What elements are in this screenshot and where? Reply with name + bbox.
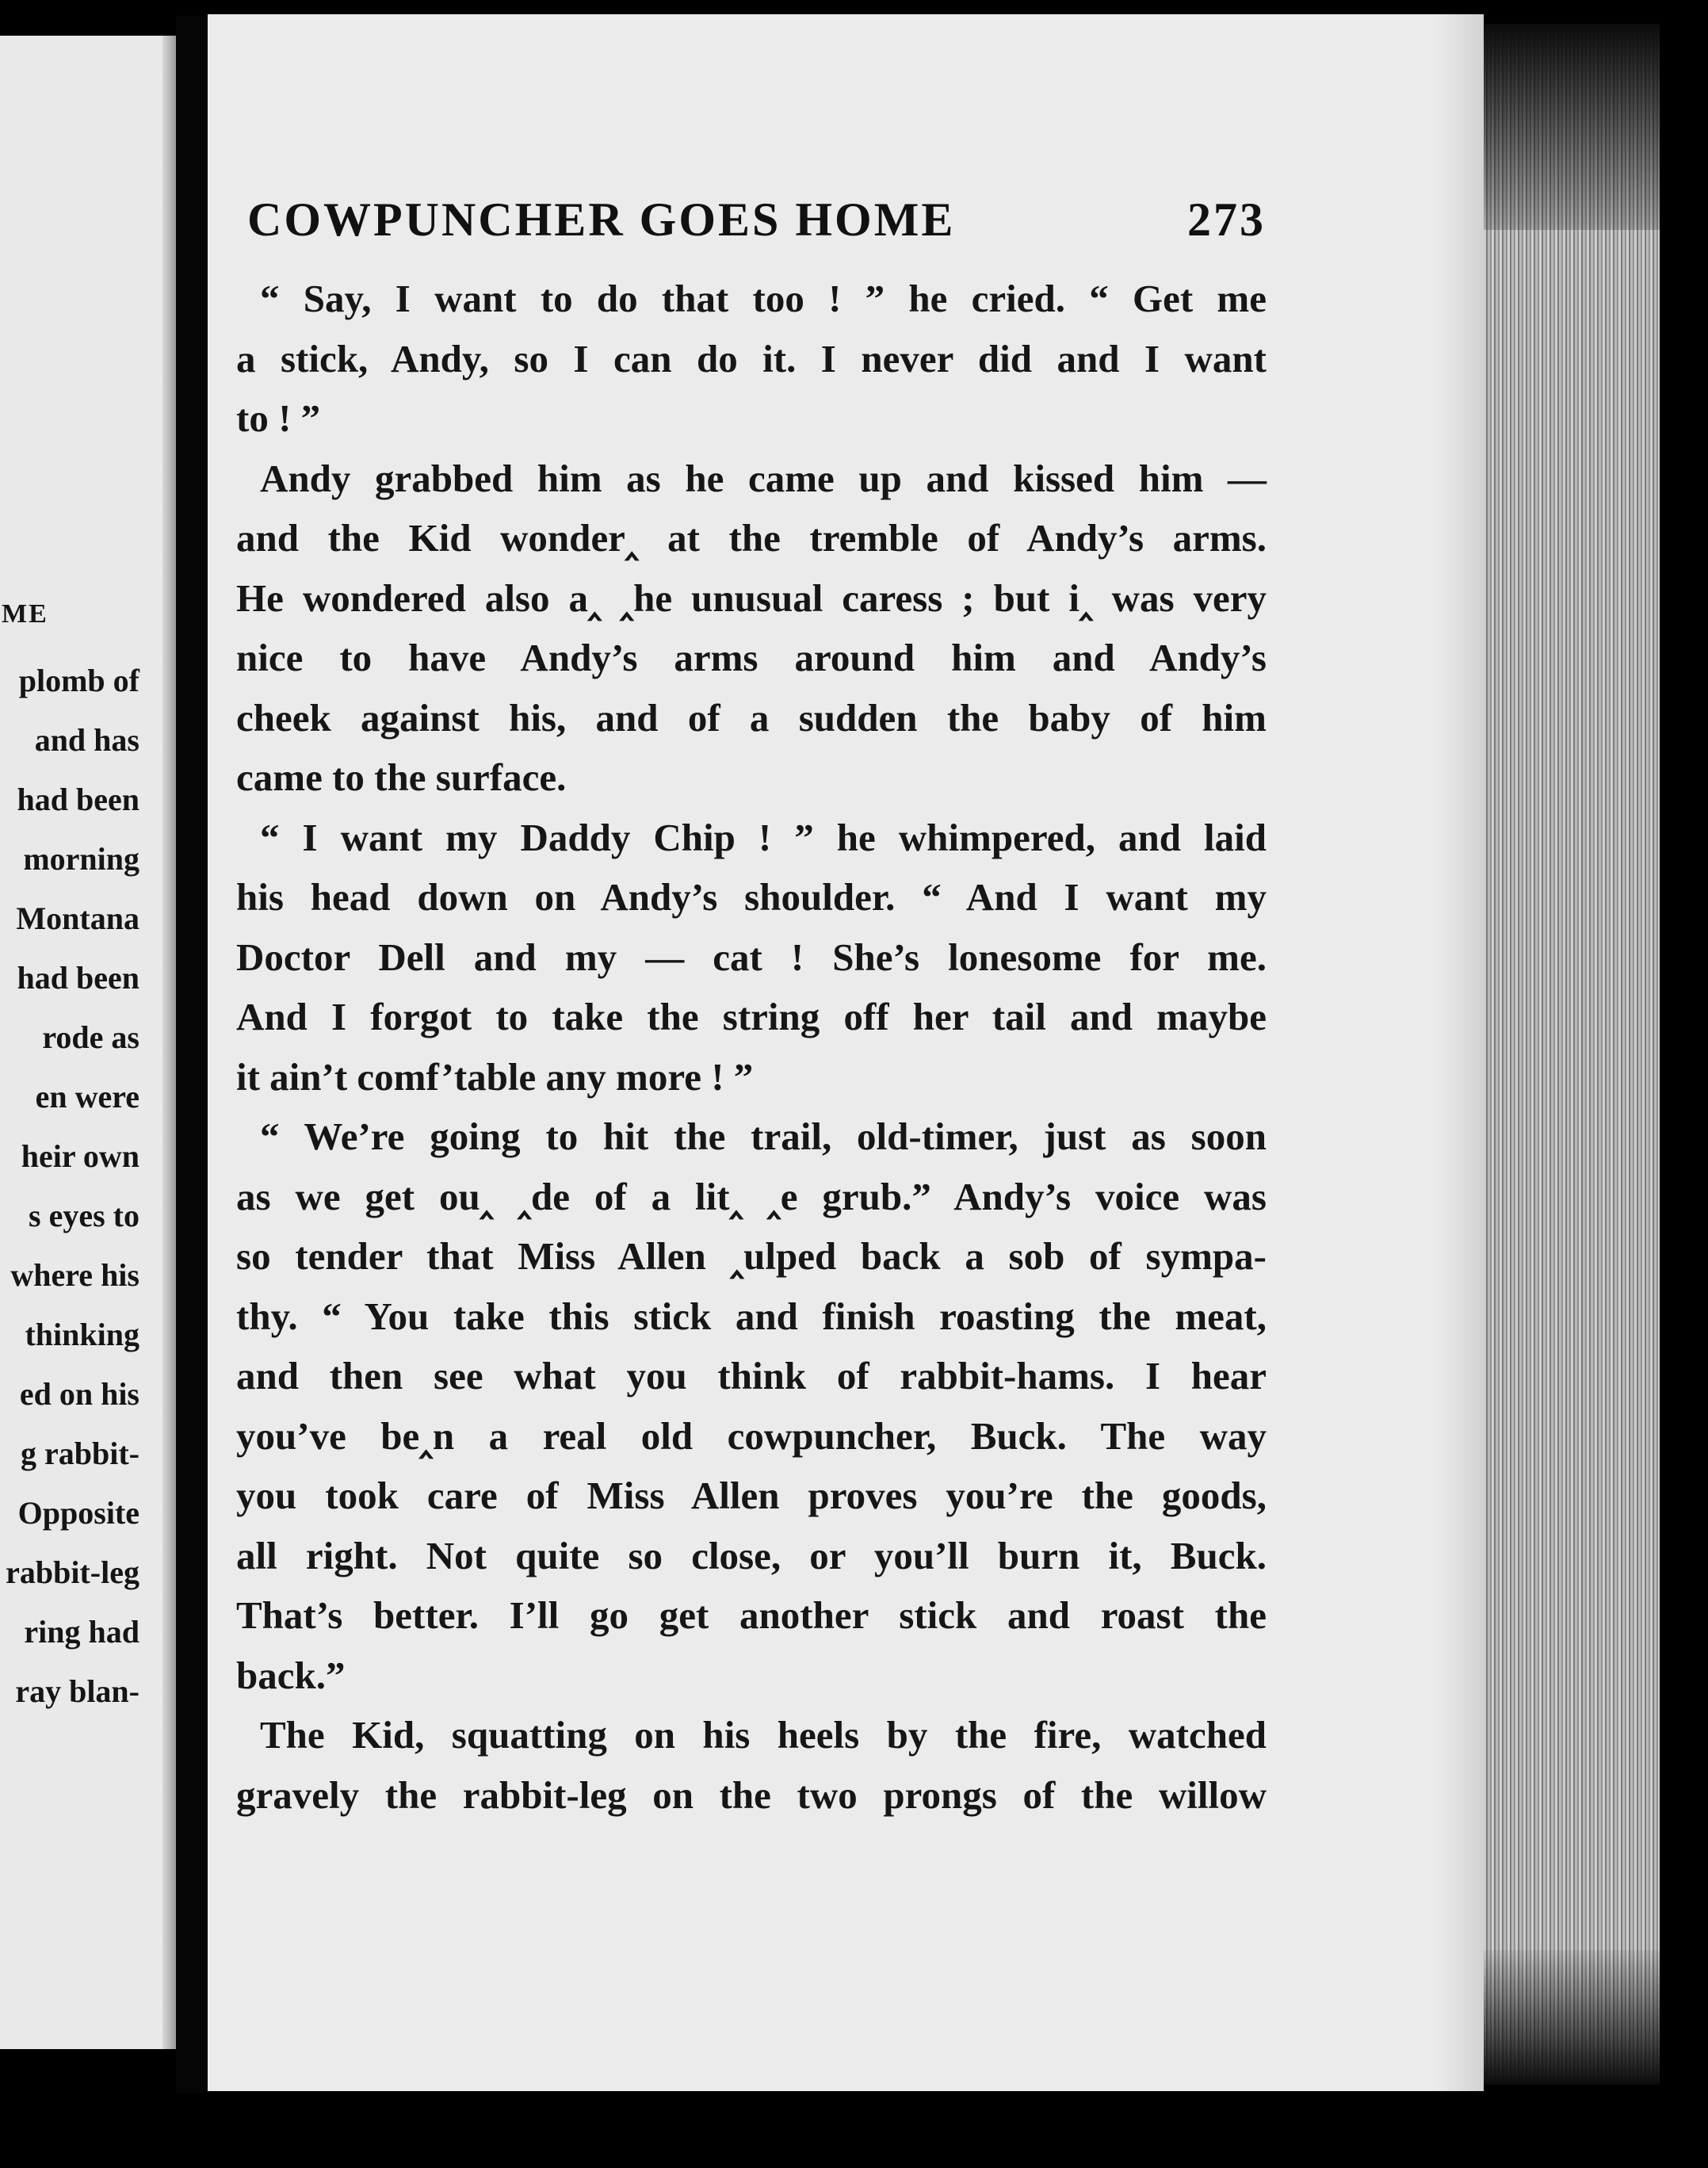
text-line: you’ve be‸n a real old cowpuncher, Buck. The way — [236, 1413, 1267, 1458]
left-page-line-fragment: had been — [17, 782, 139, 817]
left-page-line-fragment: where his — [10, 1257, 139, 1293]
left-page-line-fragment: s eyes to — [29, 1198, 139, 1233]
text-line: cheek against his, and of a sudden the baby of him — [236, 695, 1267, 740]
text-line: He wondered also a‸ ‸he unusual caress ; but i‸ was very — [236, 575, 1267, 620]
text-line: so tender that Miss Allen ‸ulped back a sob of sympa- — [236, 1234, 1267, 1278]
left-page-line-fragment: thinking — [25, 1317, 139, 1352]
page-number: 273 — [1187, 193, 1266, 246]
book-fore-edge — [1484, 24, 1660, 2085]
text-line: Andy grabbed him as he came up and kissed him — — [260, 456, 1267, 500]
left-page-curl-shadow — [162, 36, 176, 2049]
text-line: came to the surface. — [236, 755, 567, 799]
left-page-line-fragment: had been — [17, 960, 139, 996]
text-line: a stick, Andy, so I can do it. I never did and I want — [236, 336, 1267, 380]
left-page-line-fragment: heir own — [21, 1138, 139, 1174]
left-page-line-fragment: g rabbit- — [21, 1436, 139, 1471]
facing-page-left — [0, 36, 176, 2049]
text-line: nice to have Andy’s arms around him and Andy’s — [236, 636, 1267, 679]
text-line: all right. Not quite so close, or you’ll burn it, Buck. — [236, 1533, 1267, 1577]
left-running-head: ME — [2, 599, 48, 629]
text-line: “ Say, I want to do that too ! ” he cried. “ Get me — [260, 277, 1267, 320]
text-line: his head down on Andy’s shoulder. “ And I want my — [236, 875, 1267, 919]
text-line: as we get ou‸ ‸de of a lit‸ ‸e grub.” Andy’s voice was — [236, 1174, 1267, 1218]
left-page-line-fragment: and has — [34, 722, 139, 758]
text-line: And I forgot to take the string off her tail and maybe — [236, 995, 1267, 1038]
left-page-line-fragment: plomb of — [18, 663, 139, 698]
left-page-line-fragment: Opposite — [17, 1495, 139, 1531]
text-line: “ We’re going to hit the trail, old-timer, just as soon — [260, 1115, 1267, 1158]
running-head-title: COWPUNCHER GOES HOME — [247, 193, 956, 246]
page-273 — [208, 14, 1484, 2091]
text-line: and the Kid wonder‸ at the tremble of Andy’s arms. — [236, 516, 1267, 560]
left-page-line-fragment: ray blan- — [15, 1673, 139, 1709]
text-line: “ I want my Daddy Chip ! ” he whimpered, and laid — [260, 815, 1267, 859]
text-line: and then see what you think of rabbit-hams. I hear — [236, 1354, 1267, 1398]
left-page-line-fragment: rabbit-leg — [6, 1554, 139, 1590]
text-line: That’s better. I’ll go get another stick and roast the — [236, 1593, 1267, 1637]
text-line: it ain’t comf’table any more ! ” — [236, 1054, 754, 1099]
text-line: The Kid, squatting on his heels by the fire, watched — [260, 1713, 1267, 1757]
text-line: you took care of Miss Allen proves you’re the goods, — [236, 1474, 1267, 1517]
text-line: Doctor Dell and my — cat ! She’s lonesome for me. — [236, 935, 1267, 979]
book-gutter — [176, 16, 208, 2093]
text-line: gravely the rabbit-leg on the two prongs of the willow — [236, 1772, 1267, 1817]
running-head — [247, 193, 1266, 247]
fore-edge-shadow-bottom — [1484, 1950, 1660, 2085]
left-page-line-fragment: ed on his — [19, 1376, 139, 1412]
left-page-line-fragment: ring had — [24, 1614, 139, 1650]
fore-edge-shadow-top — [1484, 24, 1660, 230]
left-page-line-fragment: rode as — [42, 1019, 139, 1055]
text-line: back.” — [236, 1653, 346, 1697]
left-page-line-fragment: en were — [35, 1079, 139, 1115]
text-line: thy. “ You take this stick and finish roasting the meat, — [236, 1294, 1267, 1338]
left-page-line-fragment: Montana — [16, 900, 139, 936]
text-line: to ! ” — [236, 396, 321, 440]
left-page-line-fragment: morning — [23, 841, 139, 877]
